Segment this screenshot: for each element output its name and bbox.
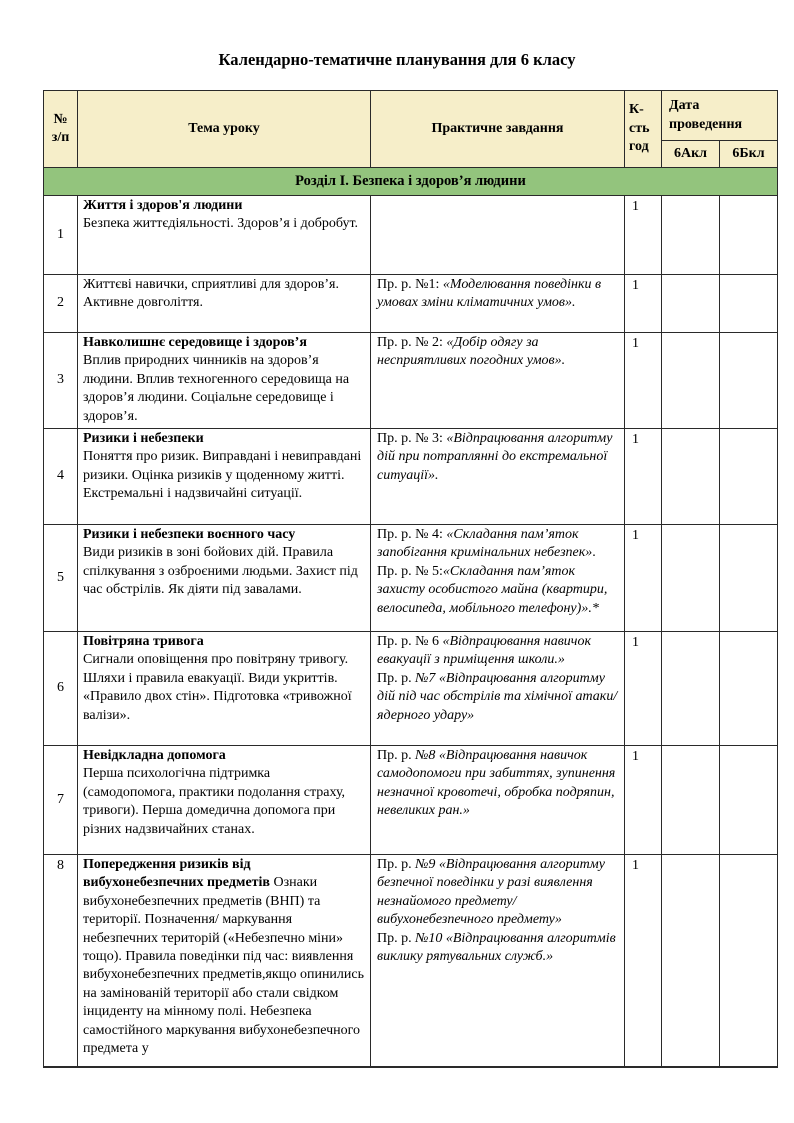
- date-cell-6b: [720, 525, 778, 632]
- row-number-cell: 8: [44, 855, 78, 1068]
- cell-text: Перша психологічна підтримка (самодопомога, практики подолання страху, тривоги). Перша домедична допомога при різних надзвичайних станах.: [83, 766, 346, 837]
- cell-text: «Відпрацювання алгоритму дій при потраплянні до екстремальної ситуації».: [377, 431, 613, 483]
- date-cell-6b: [720, 746, 778, 855]
- cell-text: Ознаки вибухонебезпечних предметів (ВНП) та території. Позначення/ маркування небезпечних територій («Небезпечно міни» тощо). Правила поведінки під час: виявлення вибухонебезпечних предметів,якщо опинились на замінованій території або стали свідком інциденту на мінному полі. Небезпека самостійного маркування вибухонебезпечного предмета у: [83, 875, 365, 1057]
- practical-cell: [371, 333, 625, 429]
- date-cell-6b: [720, 196, 778, 275]
- topic-title-text: Попередження ризиків від вибухонебезпечних предметів: [83, 857, 274, 891]
- cell-text: Пр. р. №1:: [377, 277, 443, 292]
- col-header-class-6b: 6Бкл: [720, 141, 778, 168]
- cell-text: №10 «Відпрацювання алгоритмів виклику рятувальних служб.»: [377, 930, 616, 965]
- topic-title-text: Життя і здоров'я людини: [83, 198, 243, 213]
- practical-cell: [371, 196, 625, 275]
- topic-cell: [78, 746, 371, 855]
- topic-title-text: Невідкладна допомога: [83, 748, 226, 764]
- cell-text: Вплив природних чинників на здоров’я людини. Вплив техногенного середовища на здоров’я людини. Соціальне середовище і здоров’я.: [83, 353, 350, 424]
- hours-cell: 1: [625, 855, 662, 1068]
- cell-text: . Пр. р. № 5:: [377, 545, 596, 579]
- table-row: [44, 525, 778, 632]
- col-header-date: Дата проведення: [662, 91, 778, 141]
- cell-text: №7 «Відпрацювання алгоритму дій під час обстрілів та хімічної атаки/ядерного удару»: [377, 670, 618, 723]
- date-cell-6b: [720, 275, 778, 333]
- table-row: [44, 746, 778, 855]
- practical-cell: [371, 746, 625, 855]
- topic-cell: [78, 429, 371, 525]
- practical-cell: [371, 275, 625, 333]
- table-body: [44, 168, 778, 1069]
- topic-title-text: Повітряна тривога: [83, 634, 204, 650]
- date-cell-6b: [720, 632, 778, 746]
- cell-text: Пр. р.: [377, 930, 416, 946]
- table-row: [44, 855, 778, 1068]
- col-header-topic: Тема уроку: [78, 91, 371, 168]
- hours-cell: 1: [625, 746, 662, 855]
- table-region: [43, 90, 778, 1068]
- cell-text: «Відпрацювання навичок евакуації з приміщення школи.»: [377, 634, 591, 668]
- cell-text: «Моделювання поведінки в умовах зміни кліматичних умов».: [377, 277, 602, 311]
- date-cell-6a: [662, 855, 720, 1068]
- topic-title-text: Ризики і небезпеки: [83, 431, 204, 447]
- practical-cell: [371, 429, 625, 525]
- table-header: [44, 91, 778, 168]
- date-cell-6a: [662, 275, 720, 333]
- row-number-cell: 5: [44, 525, 78, 632]
- date-cell-6a: [662, 196, 720, 275]
- hours-cell: 1: [625, 196, 662, 275]
- topic-cell: [78, 275, 371, 333]
- practical-cell: [371, 525, 625, 632]
- cell-text: Пр. р. № 4:: [377, 527, 447, 543]
- date-cell-6a: [662, 746, 720, 855]
- cell-text: «Складання пам’яток захисту особистого майна (квартири, велосипеда, мобільного телефону)».*: [377, 563, 608, 616]
- table-row: [44, 196, 778, 275]
- cell-text: Пр. р.: [377, 670, 416, 686]
- cell-text: Види ризиків в зоні бойових дій. Правила спілкування з озброєними людьми. Захист під час обстрілів. Як діяти під завалами.: [83, 545, 358, 598]
- row-number-cell: 7: [44, 746, 78, 855]
- section-title: Розділ І. Безпека і здоров’я людини: [44, 168, 778, 196]
- cell-text: Пр. р. № 6: [377, 634, 443, 650]
- topic-title-text: Ризики і небезпеки воєнного часу: [83, 527, 296, 543]
- row-number-cell: 6: [44, 632, 78, 746]
- date-cell-6a: [662, 429, 720, 525]
- table-row: [44, 275, 778, 333]
- cell-text: Поняття про ризик. Виправдані і невиправдані ризики. Оцінка ризиків у щоденному житті. Екстремальні і надзвичайні ситуації.: [83, 449, 362, 502]
- header-row-main: [44, 91, 778, 141]
- date-cell-6a: [662, 632, 720, 746]
- cell-text: Сигнали оповіщення про повітряну тривогу. Шляхи і правила евакуації. Види укриттів. «Правило двох стін». Підготовка «тривожної валізи».: [83, 652, 352, 723]
- col-header-hours: К-сть год: [625, 91, 662, 168]
- practical-cell: [371, 632, 625, 746]
- cell-text: Пр. р.: [377, 748, 416, 764]
- topic-cell: [78, 196, 371, 275]
- row-number-cell: 1: [44, 196, 78, 275]
- date-cell-6b: [720, 855, 778, 1068]
- hours-cell: 1: [625, 275, 662, 333]
- col-header-num: № з/п: [44, 91, 78, 168]
- hours-cell: 1: [625, 429, 662, 525]
- cell-text: Безпека життєдіяльності. Здоров’я і добробут.: [83, 216, 359, 232]
- row-number-cell: 4: [44, 429, 78, 525]
- cell-text: «Добір одягу за несприятливих погодних умов».: [377, 335, 566, 369]
- hours-cell: 1: [625, 525, 662, 632]
- date-cell-6a: [662, 525, 720, 632]
- cell-text: Життєві навички, сприятливі для здоров’я. Активне довголіття.: [83, 277, 339, 311]
- topic-title-text: Навколишнє середовище і здоров’я: [83, 335, 307, 350]
- row-number-cell: 2: [44, 275, 78, 333]
- cell-text: Пр. р. № 2:: [377, 335, 447, 350]
- cell-text: №8 «Відпрацювання навичок самодопомоги при забиттях, зупинення незначної кровотечі, обробка подряпин, невеликих ран.»: [377, 748, 616, 819]
- topic-cell: [78, 333, 371, 429]
- topic-cell: [78, 525, 371, 632]
- planning-table: [43, 90, 778, 1068]
- topic-cell: [78, 632, 371, 746]
- cell-text: Пр. р. № 3:: [377, 431, 447, 447]
- hours-cell: 1: [625, 632, 662, 746]
- practical-cell: [371, 855, 625, 1068]
- col-header-practical: Практичне завдання: [371, 91, 625, 168]
- cell-text: «Складання пам’яток запобігання кримінальних небезпек»: [377, 527, 593, 561]
- table-row: [44, 333, 778, 429]
- row-number-cell: 3: [44, 333, 78, 429]
- section-header-row: [44, 168, 778, 196]
- cell-text: Пр. р.: [377, 857, 416, 873]
- col-header-class-6a: 6Акл: [662, 141, 720, 168]
- table-row: [44, 632, 778, 746]
- page-title: Календарно-тематичне планування для 6 класу: [218, 50, 576, 69]
- topic-cell: [78, 855, 371, 1068]
- hours-cell: 1: [625, 333, 662, 429]
- date-cell-6b: [720, 333, 778, 429]
- cell-text: №9 «Відпрацювання алгоритму безпечної поведінки у разі виявлення незнайомого предмету/вибухонебезпечного предмету»: [377, 857, 605, 928]
- table-row: [44, 429, 778, 525]
- date-cell-6b: [720, 429, 778, 525]
- date-cell-6a: [662, 333, 720, 429]
